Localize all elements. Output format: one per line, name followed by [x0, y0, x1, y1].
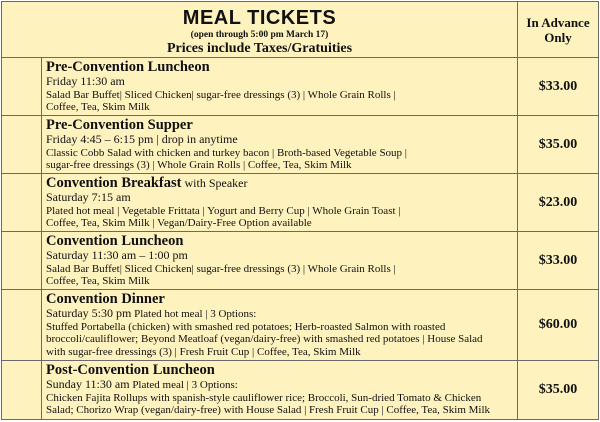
ticket-title: Post-Convention Luncheon — [46, 362, 215, 378]
ticket-title: Convention Luncheon — [46, 233, 184, 249]
header-cell — [2, 2, 518, 58]
ticket-menu-line: Salad; Chorizo Wrap (vegan/dairy-free) with House Salad | Fresh Fruit Cup | Coffee, Tea, Skim Milk — [46, 404, 491, 417]
ticket-menu-line: Salad Bar Buffet| Sliced Chicken| sugar-free dressings (3) | Whole Grain Rolls | — [46, 88, 396, 101]
meal-tickets-sheet — [1, 1, 599, 420]
ticket-time: Saturday 11:30 am – 1:00 pm — [46, 248, 188, 262]
ticket-menu-line: Classic Cobb Salad with chicken and turkey bacon | Broth-based Vegetable Soup | — [46, 146, 408, 159]
row-checkbox-cell — [2, 361, 42, 420]
row-checkbox-cell — [2, 58, 42, 116]
ticket-price: $35.00 — [518, 361, 599, 420]
ticket-menu-line: Salad Bar Buffet| Sliced Chicken| sugar-free dressings (3) | Whole Grain Rolls | — [46, 262, 396, 275]
ticket-time-extra: Plated hot meal | 3 Options: — [131, 308, 257, 320]
ticket-menu-line: Chicken Fajita Rollups with spanish-style cauliflower rice; Broccoli, Sun-dried Tomato & Chicken — [46, 391, 482, 404]
only-label: Only — [544, 30, 572, 45]
ticket-price: $23.00 — [518, 174, 599, 232]
in-advance-header — [518, 2, 599, 58]
ticket-menu-line: broccoli/cauliflower; Beyond Meatloaf (vegan/dairy-free) with smashed red potatoes | House Salad — [46, 333, 483, 346]
row-checkbox-cell — [2, 174, 42, 232]
header-row — [2, 2, 599, 58]
ticket-menu-line: with sugar-free dressings (3) | Fresh Fruit Cup | Coffee, Tea, Skim Milk — [46, 345, 361, 358]
ticket-price: $35.00 — [518, 116, 599, 174]
ticket-title: Pre-Convention Luncheon — [46, 59, 210, 75]
ticket-row — [2, 361, 599, 420]
ticket-description — [42, 174, 518, 232]
ticket-description — [42, 290, 518, 361]
ticket-title-suffix: with Speaker — [181, 176, 248, 190]
ticket-price: $60.00 — [518, 290, 599, 361]
ticket-title: Pre-Convention Supper — [46, 117, 193, 133]
ticket-time-extra: Plated meal | 3 Options: — [129, 379, 238, 391]
ticket-menu-line: Coffee, Tea, Skim Milk — [46, 101, 150, 114]
ticket-menu-line: sugar-free dressings (3) | Whole Grain Rolls | Coffee, Tea, Skim Milk — [46, 159, 352, 172]
ticket-description — [42, 58, 518, 116]
ticket-time: Saturday 5:30 pm — [46, 306, 132, 320]
ticket-time: Friday 4:45 – 6:15 pm | drop in anytime — [46, 132, 238, 146]
ticket-description — [42, 116, 518, 174]
ticket-row — [2, 58, 599, 116]
page-title: MEAL TICKETS — [182, 7, 337, 29]
meal-tickets-table — [1, 1, 599, 420]
ticket-description — [42, 361, 518, 420]
ticket-price: $33.00 — [518, 232, 599, 290]
ticket-title: Convention Breakfast — [46, 175, 182, 191]
price-note: Prices include Taxes/Gratuities — [166, 41, 353, 56]
ticket-menu-line: Plated hot meal | Vegetable Frittata | Yogurt and Berry Cup | Whole Grain Toast | — [46, 204, 401, 217]
ticket-description — [42, 232, 518, 290]
ticket-row — [2, 232, 599, 290]
ticket-time: Friday 11:30 am — [46, 74, 125, 88]
ticket-menu-line: Stuffed Portabella (chicken) with smashed red potatoes; Herb-roasted Salmon with roasted — [46, 320, 446, 333]
ticket-row — [2, 290, 599, 361]
ticket-time: Saturday 7:15 am — [46, 190, 131, 204]
ticket-menu-line: Coffee, Tea, Skim Milk — [46, 275, 150, 288]
ticket-price: $33.00 — [518, 58, 599, 116]
ticket-menu-line: Coffee, Tea, Skim Milk | Vegan/Dairy-Free Option available — [46, 217, 312, 230]
ticket-row — [2, 174, 599, 232]
row-checkbox-cell — [2, 232, 42, 290]
row-checkbox-cell — [2, 290, 42, 361]
ticket-row — [2, 116, 599, 174]
page-subtitle: (open through 5:00 pm March 17) — [190, 30, 329, 40]
ticket-title: Convention Dinner — [46, 291, 165, 307]
ticket-time: Sunday 11:30 am — [46, 377, 130, 391]
in-advance-label: In Advance — [526, 15, 590, 30]
row-checkbox-cell — [2, 116, 42, 174]
